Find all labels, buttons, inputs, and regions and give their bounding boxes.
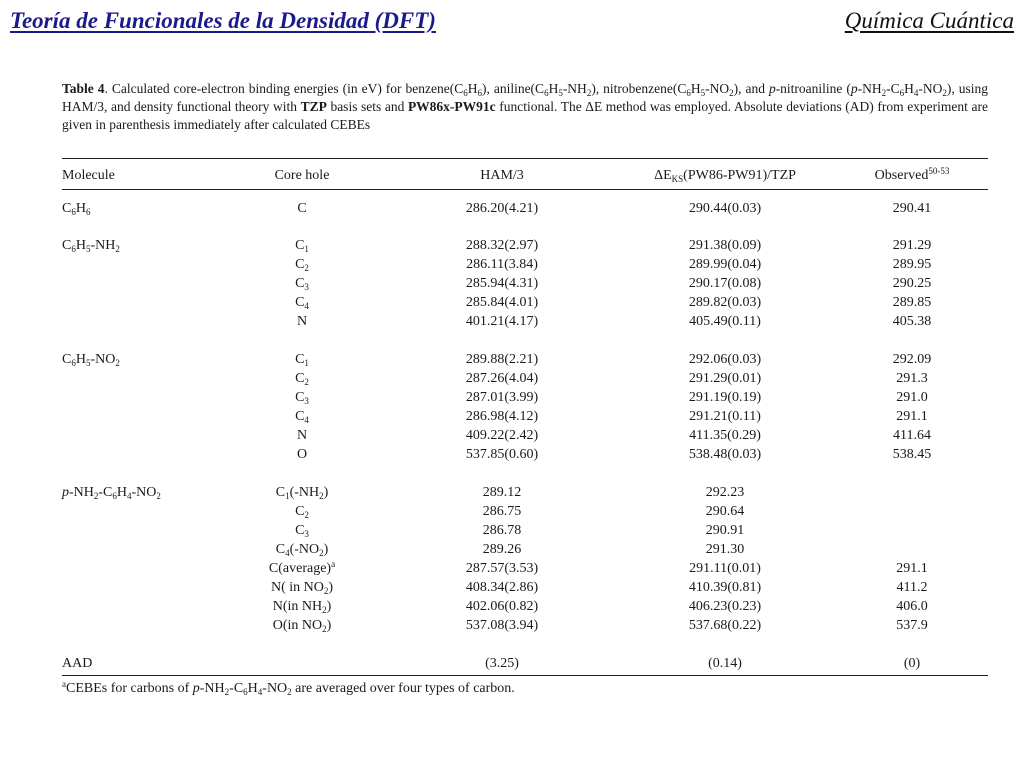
caption-text: basis sets and [326, 99, 408, 114]
dft-cell: 291.19(0.19) [688, 390, 762, 405]
dft-cell: 405.49(0.11) [689, 314, 761, 329]
observed-cell: 292.09 [892, 352, 932, 367]
ham3-cell: 287.57(3.53) [465, 561, 539, 576]
ham3-cell: 289.88(2.21) [465, 352, 539, 367]
caption-text: -NH [562, 81, 587, 96]
observed-cell: 405.38 [892, 314, 932, 329]
observed-cell: 291.3 [896, 371, 928, 386]
dft-cell: 537.68(0.22) [688, 618, 762, 633]
header-dft-delta: ΔE [654, 168, 672, 183]
table-row [62, 483, 988, 502]
observed-cell: 411.64 [893, 428, 931, 443]
dft-cell: 292.23 [705, 485, 745, 500]
slide-title-right[interactable]: Química Cuántica [844, 8, 1014, 33]
table-row [62, 540, 988, 559]
ham3-cell: 402.06(0.82) [465, 599, 539, 614]
dft-cell: (0.14) [708, 656, 742, 671]
table-row [62, 312, 988, 331]
dft-cell: 292.06(0.03) [688, 352, 762, 367]
observed-cell: 290.25 [892, 276, 932, 291]
ham3-cell: 286.78 [482, 523, 522, 538]
table-label: Table 4 [62, 81, 105, 96]
table-row [62, 597, 988, 616]
table-row [62, 654, 988, 673]
table-row [62, 388, 988, 407]
molecule-cell: $C_6H_5-NO_2$ [62, 352, 120, 368]
dft-cell: 291.38(0.09) [688, 238, 762, 253]
ham3-cell: 287.01(3.99) [465, 390, 539, 405]
core-hole-cell: $C_1(-NH_2)$ [275, 485, 329, 501]
dft-cell: 289.82(0.03) [688, 295, 762, 310]
ham3-cell: 286.98(4.12) [465, 409, 539, 424]
core-hole-cell: $C_3$ [295, 523, 309, 539]
header-dft-method: (PW86-PW91)/TZP [683, 168, 796, 183]
table-row [62, 369, 988, 388]
table-row [62, 426, 988, 445]
table-footnote: $^a$CEBEs for carbons of $p-NH_2-C_6H_4-NO_2$ are averaged over four types of carbon. [62, 679, 515, 697]
dft-cell: 410.39(0.81) [688, 580, 762, 595]
table-row [62, 445, 988, 464]
caption-text: p [768, 81, 776, 96]
observed-cell: 537.9 [896, 618, 928, 633]
ham3-cell: 288.32(2.97) [465, 238, 539, 253]
header-observed [875, 166, 950, 185]
dft-cell: 291.30 [705, 542, 745, 557]
slide-title-left[interactable]: Teoría de Funcionales de la Densidad (DFT) [10, 8, 436, 33]
ham3-cell: 287.26(4.04) [465, 371, 539, 386]
table-row [62, 407, 988, 426]
table-row [62, 616, 988, 635]
table-caption: Table 4. Calculated core-electron binding energies (in eV) for $benzene(C_6H_6)$, $aniline(C_6H_5-NH_2)$, $nitrobenzene(C_6H_5-NO_2)$, and p-nitroaniline $(p-NH_2-C_6H_4-NO_2)$, using HAM/3, and density functional theory with TZP basis sets and PW86x-PW91c functional. The ΔE method was employed. Absolute deviations (AD) from experiment are given in parenthesis immediately after calculated CEBEs [62, 81, 988, 132]
core-hole-cell: N [296, 314, 308, 329]
dft-cell: 290.64 [705, 504, 745, 519]
header-core-hole: Core hole [274, 168, 330, 183]
table-row [62, 502, 988, 521]
table-row [62, 274, 988, 293]
caption-text: ), using HAM/3, and density functional theory with [62, 81, 988, 114]
ham3-cell: 408.34(2.86) [465, 580, 539, 595]
caption-text: ), nitrobenzene(C [591, 81, 687, 96]
table-row [62, 293, 988, 312]
header-ham3: HAM/3 [480, 168, 524, 183]
core-hole-cell: $C_3$ [295, 390, 309, 406]
footnote-text: -NO [262, 681, 288, 696]
table-row [62, 578, 988, 597]
table-header-rule [62, 189, 988, 190]
ham3-cell: 401.21(4.17) [465, 314, 539, 329]
ham3-cell: 537.85(0.60) [465, 447, 539, 462]
dft-cell: 291.21(0.11) [689, 409, 761, 424]
core-hole-cell: C [297, 201, 307, 216]
footnote-text: are averaged over four types of carbon. [291, 681, 515, 696]
header-dft-sub: KS [671, 174, 684, 184]
ham3-cell: 285.84(4.01) [465, 295, 539, 310]
header-dft [654, 166, 796, 185]
core-hole-cell: $C_2$ [295, 371, 309, 387]
dft-cell: 291.29(0.01) [688, 371, 762, 386]
core-hole-cell: N(in $NH_2$) [272, 599, 332, 615]
caption-text: functional. The ΔE method was employed. Absolute deviations (AD) from experiment are given in parenthesis immediately after calculated CEBEs [62, 99, 988, 132]
observed-cell: 291.1 [896, 409, 928, 424]
footnote-text: p [192, 681, 200, 696]
table-row [62, 255, 988, 274]
observed-cell: 289.95 [892, 257, 932, 272]
table-row [62, 350, 988, 369]
ham3-cell: 286.20(4.21) [465, 201, 539, 216]
observed-cell: 290.41 [892, 201, 932, 216]
observed-cell: 291.0 [896, 390, 928, 405]
caption-text: -C [886, 81, 900, 96]
table-top-rule [62, 158, 988, 159]
observed-cell: 411.2 [896, 580, 928, 595]
observed-cell: (0) [903, 656, 921, 671]
core-hole-cell: N( in $NO_2$) [270, 580, 334, 596]
header-molecule: Molecule [62, 168, 115, 183]
footnote-text: H [247, 681, 258, 696]
core-hole-cell: $C_2$ [295, 257, 309, 273]
ham3-cell: 289.26 [482, 542, 522, 557]
observed-cell: 538.45 [892, 447, 932, 462]
footnote-mark: a [62, 679, 66, 689]
dft-cell: 406.23(0.23) [688, 599, 762, 614]
dft-cell: 290.17(0.08) [688, 276, 762, 291]
core-hole-cell: $C_1$ [295, 352, 309, 368]
table-row [62, 236, 988, 255]
observed-cell: 291.1 [896, 561, 928, 576]
table-row [62, 559, 988, 578]
footnote-text: -C [229, 681, 244, 696]
dft-cell: 290.44(0.03) [688, 201, 762, 216]
table-header-row [62, 166, 988, 185]
core-hole-cell: N [296, 428, 308, 443]
dft-cell: 538.48(0.03) [688, 447, 762, 462]
caption-text: -nitroaniline ( [775, 81, 851, 96]
caption-text: ), and [733, 81, 769, 96]
core-hole-cell: $C_4$ [295, 295, 309, 311]
dft-cell: 291.11(0.01) [689, 561, 761, 576]
core-hole-cell: $C_3$ [295, 276, 309, 292]
footnote-text: CEBEs for carbons of [66, 681, 193, 696]
footnote-text: -NH [199, 681, 225, 696]
dft-cell: 290.91 [705, 523, 745, 538]
header-observed-ref: 50-53 [928, 166, 950, 176]
molecule-cell: AAD [62, 656, 93, 671]
core-hole-cell: $C_4$ [295, 409, 309, 425]
core-hole-cell: $C_1$ [295, 238, 309, 254]
core-hole-cell: $C_2$ [295, 504, 309, 520]
core-hole-cell: O(in $NO_2$) [272, 618, 332, 634]
molecule-cell: $C_6H_6$ [62, 201, 91, 217]
ham3-cell: 289.12 [482, 485, 522, 500]
caption-text: -NO [705, 81, 730, 96]
ham3-cell: 409.22(2.42) [465, 428, 539, 443]
observed-cell: 291.29 [892, 238, 932, 253]
core-hole-cell: $C_4(-NO_2)$ [275, 542, 329, 558]
ham3-cell: 537.08(3.94) [465, 618, 539, 633]
core-hole-cell: O [296, 447, 308, 462]
table-row [62, 521, 988, 540]
caption-text: H [904, 81, 914, 96]
molecule-cell: $C_6H_5-NH_2$ [62, 238, 120, 254]
ham3-cell: 286.11(3.84) [466, 257, 538, 272]
dft-cell: 289.99(0.04) [688, 257, 762, 272]
header-observed-label: Observed [874, 168, 929, 183]
observed-cell: 406.0 [896, 599, 928, 614]
caption-text: ), aniline(C [481, 81, 545, 96]
caption-text: TZP [300, 99, 327, 114]
dft-cell: 411.35(0.29) [689, 428, 761, 443]
caption-text: -NH [857, 81, 882, 96]
ham3-cell: 286.75 [482, 504, 522, 519]
table-row [62, 199, 988, 218]
observed-cell: 289.85 [892, 295, 932, 310]
table-bottom-rule [62, 675, 988, 676]
core-hole-cell: C(average)$^a$ [268, 559, 336, 576]
molecule-cell: $p-NH_2-C_6H_4-NO_2$ [62, 485, 161, 501]
caption-text: -NO [918, 81, 943, 96]
caption-text: . Calculated core-electron binding energies (in eV) for benzene(C [104, 81, 464, 96]
ham3-cell: 285.94(4.31) [465, 276, 539, 291]
ham3-cell: (3.25) [485, 656, 519, 671]
caption-text: PW86x-PW91c [407, 99, 496, 114]
